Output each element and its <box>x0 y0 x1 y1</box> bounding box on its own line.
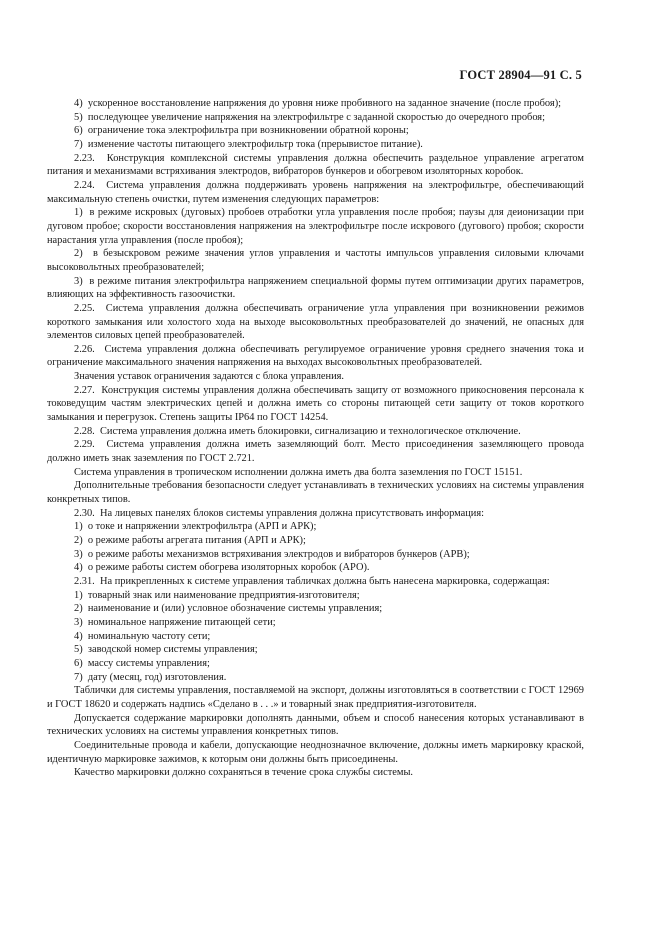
section-2-28: 2.28. Система управления должна иметь блокировки, сигнализацию и технологическое отключение. <box>74 425 521 437</box>
list-item: 3) номинальное напряжение питающей сети; <box>74 616 276 628</box>
list-item: 5) заводской номер системы управления; <box>74 644 258 656</box>
paragraph: 3) в режиме питания электрофильтра напряжением специальной формы путем оптимизации других параметров, влияющих на эффективность газоочистки. <box>47 275 584 301</box>
paragraph: 5) последующее увеличение напряжения на электрофильтре с заданной скоростью до очередного пробоя; <box>74 111 545 123</box>
paragraph: Соединительные провода и кабели, допускающие неоднозначное включение, должны иметь маркировку краской, идентичную маркировке зажимов, к которым они должны быть присоединены. <box>47 739 584 765</box>
section-2-26: 2.26. Система управления должна обеспечивать регулируемое ограничение уровня среднего значения тока и ограничение максимального значения напряжения на выходах высоковольтных преобразователей. <box>47 343 584 369</box>
section-2-31: 2.31. На прикрепленных к системе управления табличках должна быть нанесена маркировка, содержащая: <box>74 575 550 587</box>
paragraph: 6) ограничение тока электрофильтра при возникновении обратной короны; <box>74 125 409 137</box>
paragraph: Качество маркировки должно сохраняться в течение срока службы системы. <box>74 767 414 779</box>
section-2-23: 2.23. Конструкция комплексной системы управления должна обеспечить раздельное управление агрегатом питания и механизмами встряхивания электродов, вибраторов бункеров и обогревом изоляторных коробок. <box>47 152 584 178</box>
section-2-29: 2.29. Система управления должна иметь заземляющий болт. Место присоединения заземляющего провода должно иметь знак заземления по ГОСТ 2.721. <box>47 439 584 465</box>
page-header: ГОСТ 28904—91 С. 5 <box>459 68 582 82</box>
document-body <box>47 97 584 780</box>
section-2-25: 2.25. Система управления должна обеспечивать ограничение угла управления при возникновении режимов короткого замыкания или холостого хода на выходе высоковольтных преобразователей до значений, не опасных для элементов силовых цепей преобразователей. <box>47 302 584 342</box>
list-item: 6) массу системы управления; <box>74 657 210 669</box>
paragraph: Допускается содержание маркировки дополнять данными, объем и способ нанесения которых устанавливают в технических условиях на системы управления конкретных типов. <box>47 712 584 738</box>
paragraph: 7) изменение частоты питающего электрофильтр тока (прерывистое питание). <box>74 138 423 150</box>
list-item: 2) о режиме работы агрегата питания (АРП и АРК); <box>74 535 306 546</box>
paragraph: Таблички для системы управления, поставляемой на экспорт, должны изготовляться в соответствии с ГОСТ 12969 и ГОСТ 18620 и содержать надпись «Сделано в . . .» и товарный знак предприятия-изготовителя. <box>47 685 584 710</box>
paragraph: 1) в режиме искровых (дуговых) пробоев отработки угла управления после пробоя; паузы для деионизации при дуговом пробое; скорости восстановления напряжения на электрофильтре после искрового (дугового) пробоя; скорости нарастания угла управления (после пробоя); <box>47 207 584 246</box>
list-item: 2) наименование и (или) условное обозначение системы управления; <box>74 603 383 615</box>
list-item: 3) о режиме работы механизмов встряхивания электродов и вибраторов бункеров (АРВ); <box>74 548 470 560</box>
list-item: 4) номинальную частоту сети; <box>74 630 211 642</box>
list-item: 1) товарный знак или наименование предприятия-изготовителя; <box>74 589 360 601</box>
section-2-27: 2.27. Конструкция системы управления должна обеспечивать защиту от возможного прикосновения персонала к токоведущим частям электрических цепей и должна иметь со стороны питающей сети защиту от токов короткого замыкания и перегрузок. Степень защиты IP64 по ГОСТ 14254. <box>47 384 584 424</box>
paragraph: Значения уставок ограничения задаются с блока управления. <box>74 371 345 383</box>
paragraph: Дополнительные требования безопасности следует устанавливать в технических условиях на системы управления конкретных типов. <box>47 480 584 506</box>
paragraph: 2) в безыскровом режиме значения углов управления и частоты импульсов управления силовыми ключами высоковольтных преобразователей; <box>47 248 584 273</box>
list-item: 1) о токе и напряжении электрофильтра (АРП и АРК); <box>74 521 317 533</box>
paragraph: Система управления в тропическом исполнении должна иметь два болта заземления по ГОСТ 15151. <box>74 466 523 478</box>
section-2-24: 2.24. Система управления должна поддерживать уровень напряжения на электрофильтре, обеспечивающий максимальную степень очистки, путем изменения следующих параметров: <box>47 179 584 205</box>
section-2-30: 2.30. На лицевых панелях блоков системы управления должна присутствовать информация: <box>74 507 485 519</box>
list-item: 4) о режиме работы систем обогрева изоляторных коробок (АРО). <box>74 562 370 574</box>
paragraph: 4) ускоренное восстановление напряжения до уровня ниже пробивного на заданное значение (после пробоя); <box>74 98 562 109</box>
list-item: 7) дату (месяц, год) изготовления. <box>74 671 227 683</box>
